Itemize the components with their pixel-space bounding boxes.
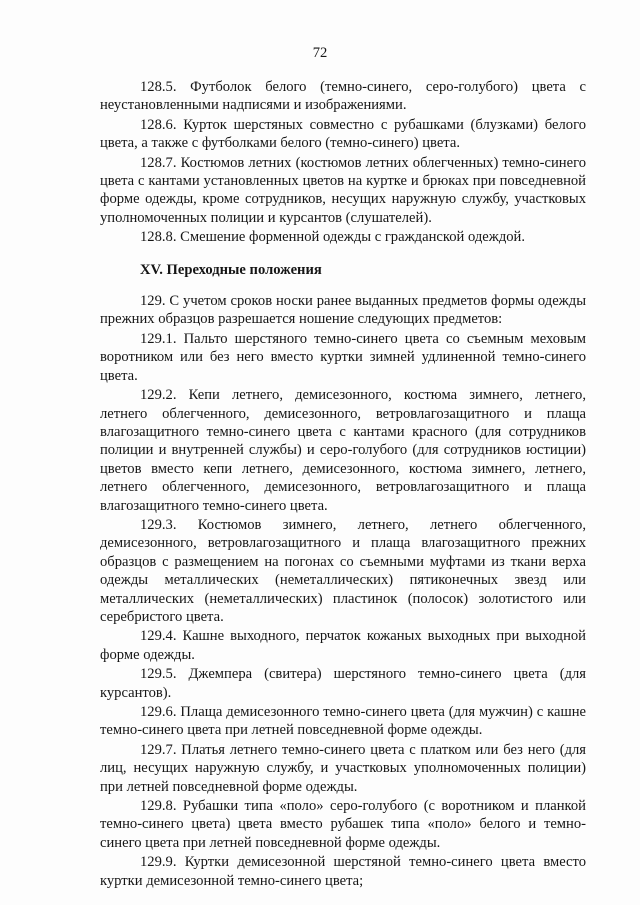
paragraph-128-6: 128.6. Курток шерстяных совместно с рубашками (блузками) белого цвета, а также с футболками белого (темно-синего) цвета.	[100, 116, 586, 152]
paragraph-129-9: 129.9. Куртки демисезонной шерстяной темно-синего цвета вместо куртки демисезонной темно-синего цвета;	[100, 854, 586, 889]
paragraph-129-2: 129.2. Кепи летнего, демисезонного, костюма зимнего, летнего, летнего облегченного, демисезонного, ветровлагозащитного и плаща влагозащитного темно-синего цвета с кантами красного (для сотрудников полиции и внутренней службы) и серо-голубого (для сотрудников юстиции) цветов вместо кепи летнего, демисезонного, костюма зимнего, летнего, летнего облегченного, демисезонного, ветровлагозащитного и плаща влагозащитного темно-синего цвета.	[100, 387, 586, 514]
paragraph-128-8: 128.8. Смешение форменной одежды с гражданской одеждой.	[140, 229, 526, 246]
paragraph-128-5: 128.5. Футболок белого (темно-синего, серо-голубого) цвета с неустановленными надписями и изображениями.	[100, 79, 586, 114]
section-heading: XV. Переходные положения	[140, 261, 322, 278]
paragraph-129-7: 129.7. Платья летнего темно-синего цвета с платком или без него (для лиц, несущих наружную службу, и участковых уполномоченных полиции) при летней повседневной форме одежды.	[100, 741, 586, 795]
paragraph-128-7: 128.7. Костюмов летних (костюмов летних облегченных) темно-синего цвета с кантами установленных цветов на куртке и брюках при повседневной форме одежды, кроме сотрудников, несущих наружную службу, участковых уполномоченных полиции и курсантов (слушателей).	[100, 154, 586, 226]
paragraph-129: 129. С учетом сроков носки ранее выданных предметов формы одежды прежних образцов разрешается ношение следующих предметов:	[100, 293, 586, 328]
paragraph-129-8: 129.8. Рубашки типа «поло» серо-голубого (с воротником и планкой темно-синего цвета) цвета вместо рубашек типа «поло» белого и темно-синего цвета при летней повседневной форме одежды.	[100, 798, 586, 851]
paragraph-129-4: 129.4. Кашне выходного, перчаток кожаных выходных при выходной форме одежды.	[100, 628, 586, 663]
document-body	[100, 78, 586, 891]
page-number: 72	[312, 45, 328, 61]
paragraph-129-5: 129.5. Джемпера (свитера) шерстяного темно-синего цвета (для курсантов).	[100, 666, 586, 701]
paragraph-129-1: 129.1. Пальто шерстяного темно-синего цвета со съемным меховым воротником или без него вместо куртки зимней удлиненной темно-синего цвета.	[100, 330, 586, 384]
paragraph-129-3: 129.3. Костюмов зимнего, летнего, летнего облегченного, демисезонного, ветровлагозащитного и плаща влагозащитного прежних образцов с размещением на погонах со съемными муфтами из ткани верха одежды металлических (неметаллических) пятиконечных звезд или металлических (неметаллических) пластинок (полосок) золотистого или серебристого цвета.	[100, 516, 586, 625]
paragraph-129-6: 129.6. Плаща демисезонного темно-синего цвета (для мужчин) с кашне темно-синего цвета при летней повседневной форме одежды.	[100, 704, 586, 739]
